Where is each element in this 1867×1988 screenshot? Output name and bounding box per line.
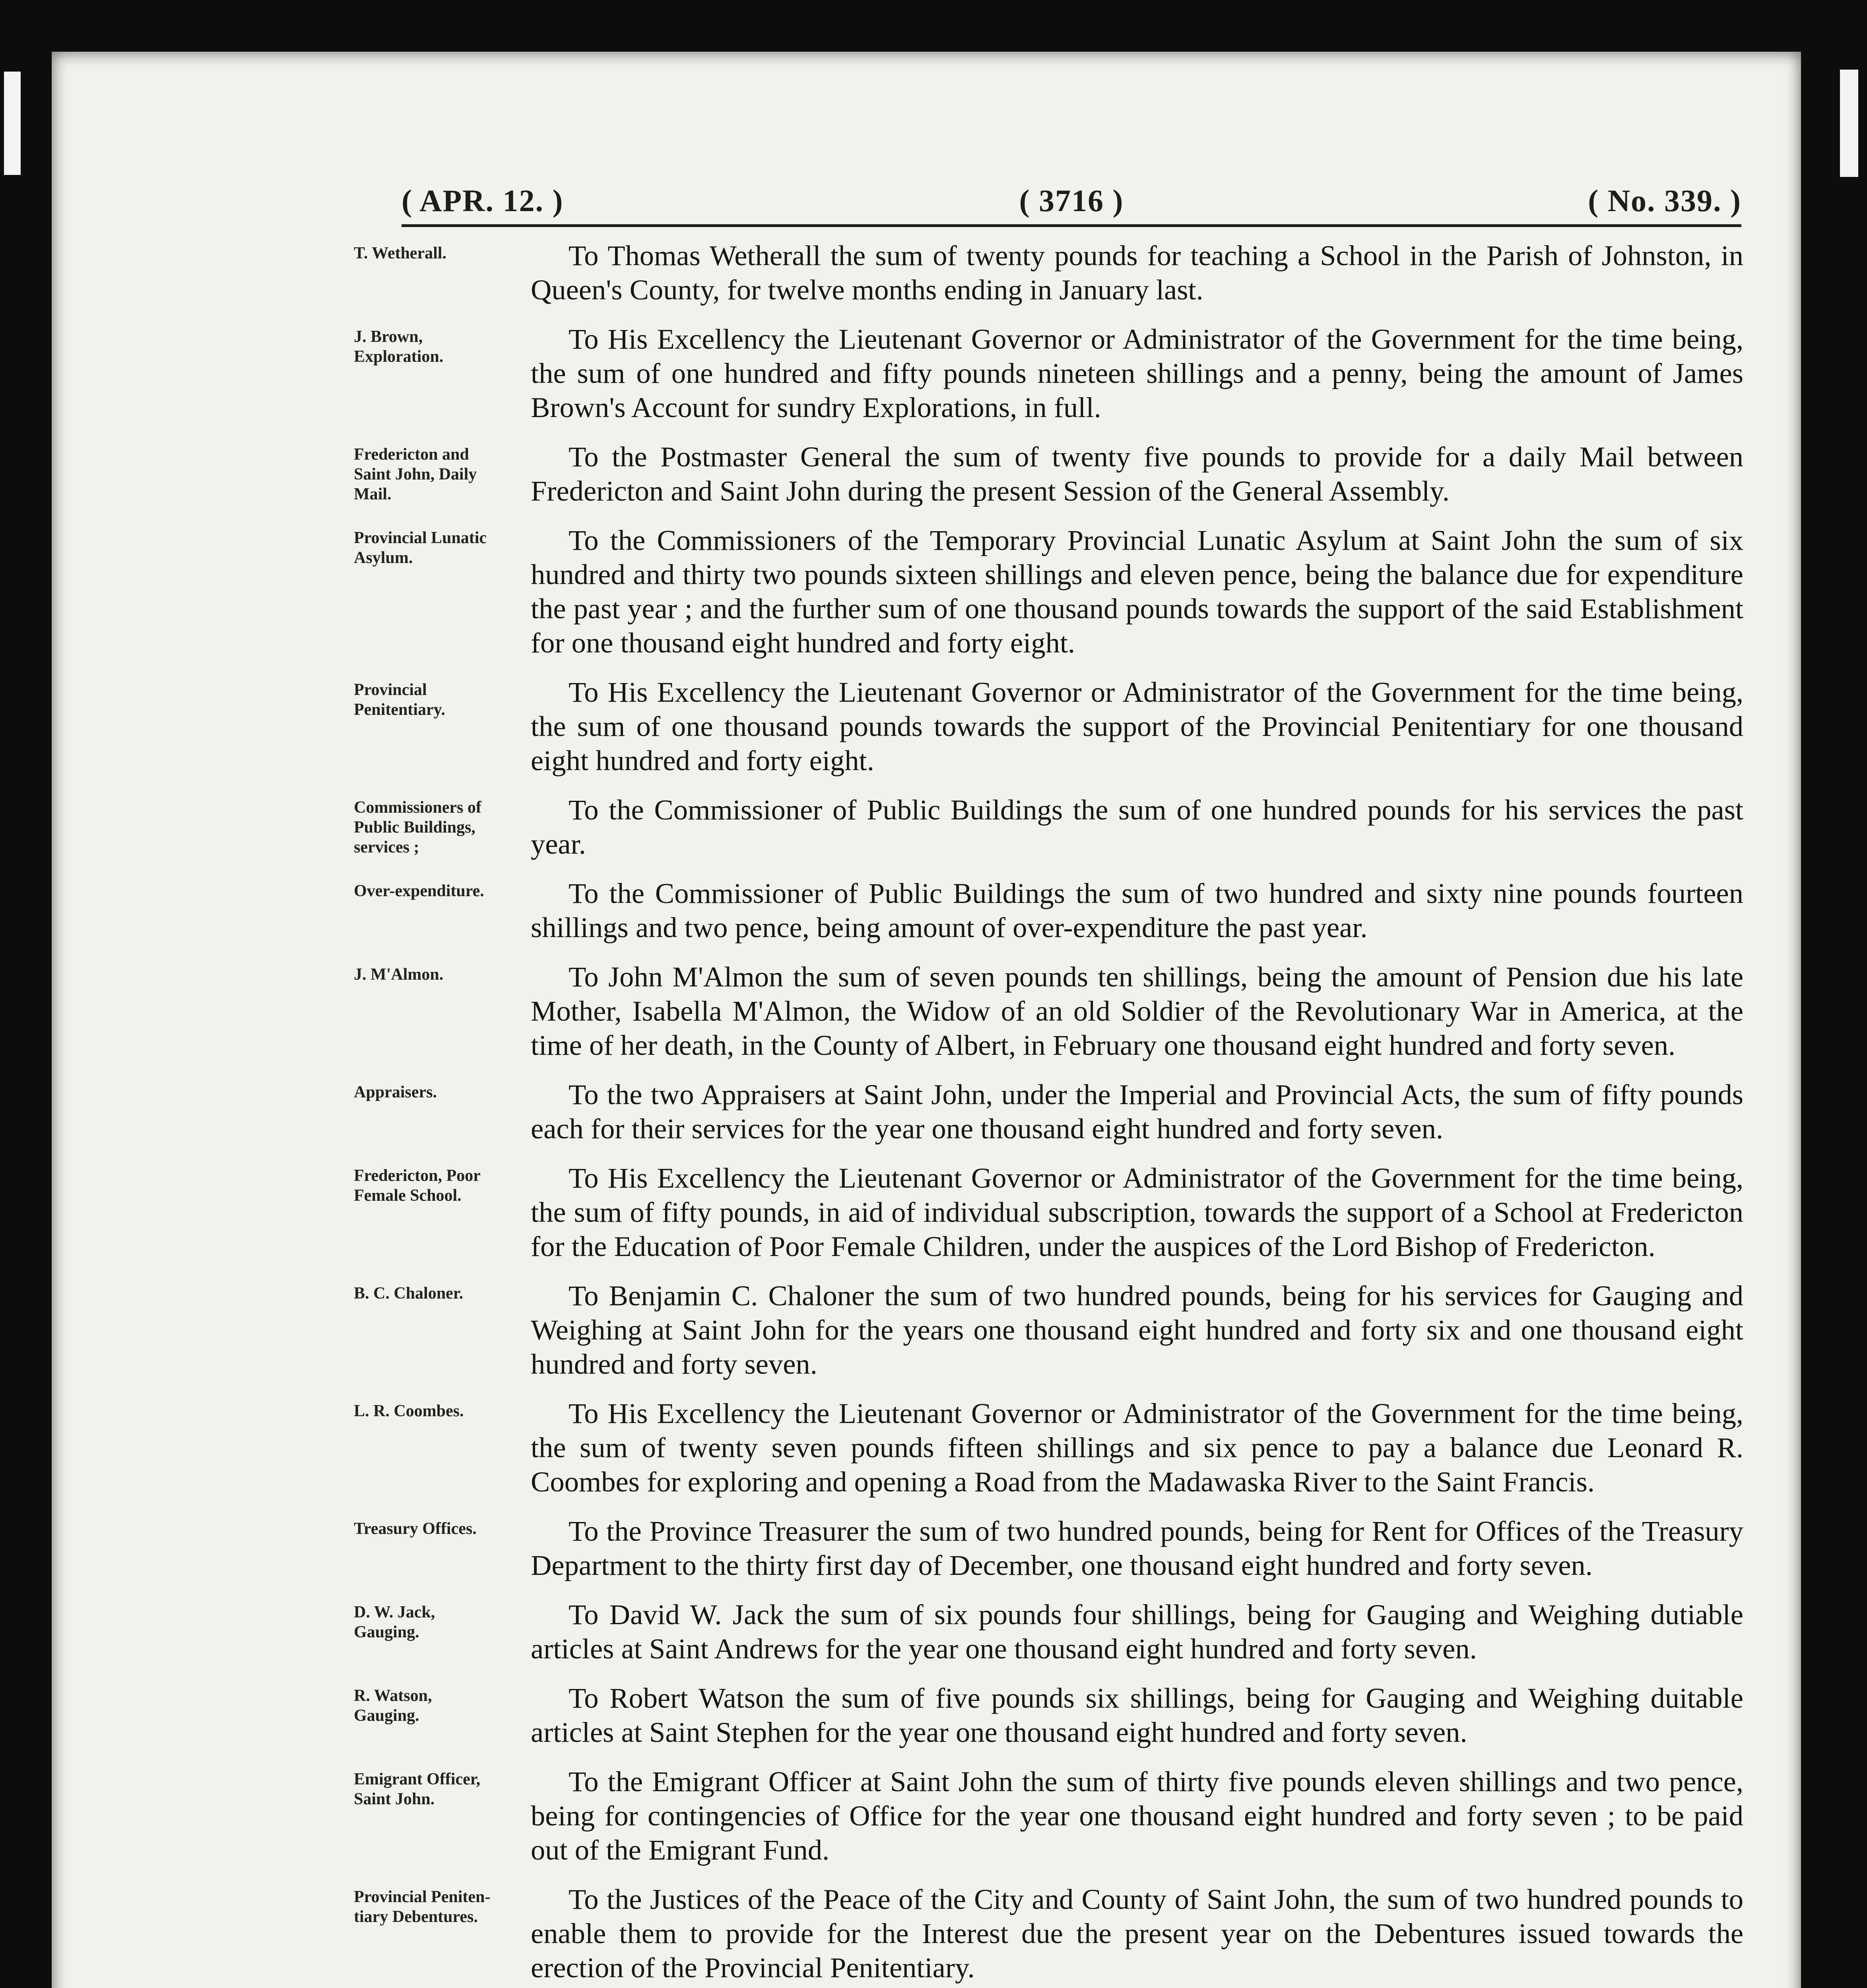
entry-text: To Robert Watson the sum of five pounds six shillings, being for Gauging and Weighing duitable articles at Saint Stephen for the year one thousand eight hundred and forty seven.: [531, 1682, 1743, 1748]
margin-note: J. Brown, Exploration.: [354, 328, 444, 366]
margin-note: B. C. Chaloner.: [354, 1284, 463, 1303]
entry-text: To His Excellency the Lieutenant Governor or Administrator of the Government for the time being, the sum of one hundred and fifty pounds nineteen shillings and a penny, being the amount of James Brown's Account for sundry Explorations, in full.: [531, 323, 1743, 423]
entry: [52, 675, 1801, 778]
margin-note: Fredericton, Poor Female School.: [354, 1167, 481, 1205]
entry-text: To Benjamin C. Chaloner the sum of two hundred pounds, being for his services for Gauging and Weighing at Saint John for the years one thousand eight hundred and forty six and one thousand eight hundred and forty seven.: [531, 1279, 1743, 1380]
entry: [52, 1598, 1801, 1666]
entry-text: To the Commissioner of Public Buildings the sum of one hundred pounds for his services the past year.: [531, 794, 1743, 860]
entry: [52, 1161, 1801, 1264]
entry: [52, 1765, 1801, 1867]
entry: [52, 1681, 1801, 1749]
running-header: [402, 171, 1741, 231]
entry: [52, 876, 1801, 945]
margin-note: T. Wetherall.: [354, 244, 446, 262]
entry-text: To the Postmaster General the sum of twenty five pounds to provide for a daily Mail between Fredericton and Saint John during the present Session of the General Assembly.: [531, 441, 1743, 507]
entry: [52, 523, 1801, 660]
film-edge-right: [1840, 70, 1858, 177]
margin-note: Fredericton and Saint John, Daily Mail.: [354, 445, 477, 503]
margin-note: Appraisers.: [354, 1083, 437, 1101]
margin-note: R. Watson, Gauging.: [354, 1687, 432, 1725]
entry: [52, 1514, 1801, 1582]
header-act-number: ( No. 339. ): [1588, 183, 1741, 218]
entry: [52, 960, 1801, 1062]
entry-text: To John M'Almon the sum of seven pounds ten shillings, being the amount of Pension due his late Mother, Isabella M'Almon, the Widow of an old Soldier of the Revolutionary War in America, at the time of her death, in the County of Albert, in February one thousand eight hundred and forty seven.: [531, 961, 1743, 1061]
appropriation-entries: [52, 239, 1801, 1988]
entry: [52, 793, 1801, 861]
header-date: ( APR. 12. ): [402, 183, 564, 218]
entry-text: To David W. Jack the sum of six pounds four shillings, being for Gauging and Weighing dutiable articles at Saint Andrews for the year one thousand eight hundred and forty seven.: [531, 1598, 1743, 1665]
margin-note: Emigrant Officer, Saint John.: [354, 1770, 481, 1808]
margin-note: Treasury Offices.: [354, 1520, 477, 1538]
entry-text: To the Commissioners of the Temporary Provincial Lunatic Asylum at Saint John the sum of six hundred and thirty two pounds sixteen shillings and eleven pence, being the balance due for expenditure the past year ; and the further sum of one thousand pounds towards the support of the said Establishment for one thousand eight hundred and forty eight.: [531, 524, 1743, 659]
film-edge-left: [4, 72, 21, 175]
entry-text: To His Excellency the Lieutenant Governor or Administrator of the Government for the time being, the sum of fifty pounds, in aid of individual subscription, towards the support of a School at Fredericton for the Education of Poor Female Children, under the auspices of the Lord Bishop of Fredericton.: [531, 1162, 1743, 1262]
entry: [52, 1396, 1801, 1499]
margin-note: Provincial Penitentiary.: [354, 681, 445, 719]
header-rule: [402, 224, 1741, 227]
entry: [52, 1077, 1801, 1146]
entry: [52, 1279, 1801, 1381]
margin-note: J. M'Almon.: [354, 965, 444, 984]
entry-text: To the Commissioner of Public Buildings the sum of two hundred and sixty nine pounds fourteen shillings and two pence, being amount of over-expenditure the past year.: [531, 877, 1743, 944]
margin-note: L. R. Coombes.: [354, 1402, 464, 1420]
entry-text: To His Excellency the Lieutenant Governor or Administrator of the Government for the time being, the sum of twenty seven pounds fifteen shillings and six pence to pay a balance due Leonard R. Coombes for exploring and opening a Road from the Madawaska River to the Saint Francis.: [531, 1397, 1743, 1498]
margin-note: Provincial Lunatic Asylum.: [354, 529, 487, 567]
entry-text: To the Province Treasurer the sum of two hundred pounds, being for Rent for Offices of the Treasury Department to the thirty first day of December, one thousand eight hundred and forty seven.: [531, 1515, 1743, 1581]
margin-note: D. W. Jack, Gauging.: [354, 1603, 435, 1641]
margin-note: Over-expenditure.: [354, 882, 484, 900]
margin-note: Provincial Peniten- tiary Debentures.: [354, 1888, 491, 1926]
entry-text: To the two Appraisers at Saint John, under the Imperial and Provincial Acts, the sum of fifty pounds each for their services for the year one thousand eight hundred and forty seven.: [531, 1078, 1743, 1145]
entry: [52, 1882, 1801, 1985]
margin-note: Commissioners of Public Buildings, services ;: [354, 798, 481, 856]
entry: [52, 440, 1801, 508]
entry: [52, 239, 1801, 307]
document-page: [52, 52, 1801, 1988]
header-page-number: ( 3716 ): [1019, 183, 1124, 218]
entry-text: To Thomas Wetherall the sum of twenty pounds for teaching a School in the Parish of Johnston, in Queen's County, for twelve months ending in January last.: [531, 239, 1743, 306]
entry-text: To the Justices of the Peace of the City and County of Saint John, the sum of two hundred pounds to enable them to provide for the Interest due the present year on the Debentures issued towards the erection of the Provincial Penitentiary.: [531, 1883, 1743, 1984]
entry-text: To His Excellency the Lieutenant Governor or Administrator of the Government for the time being, the sum of one thousand pounds towards the support of the Provincial Penitentiary for one thousand eight hundred and forty eight.: [531, 676, 1743, 777]
entry: [52, 322, 1801, 425]
entry-text: To the Emigrant Officer at Saint John the sum of thirty five pounds eleven shillings and two pence, being for contingencies of Office for the year one thousand eight hundred and forty seven ; to be paid out of the Emigrant Fund.: [531, 1765, 1743, 1866]
